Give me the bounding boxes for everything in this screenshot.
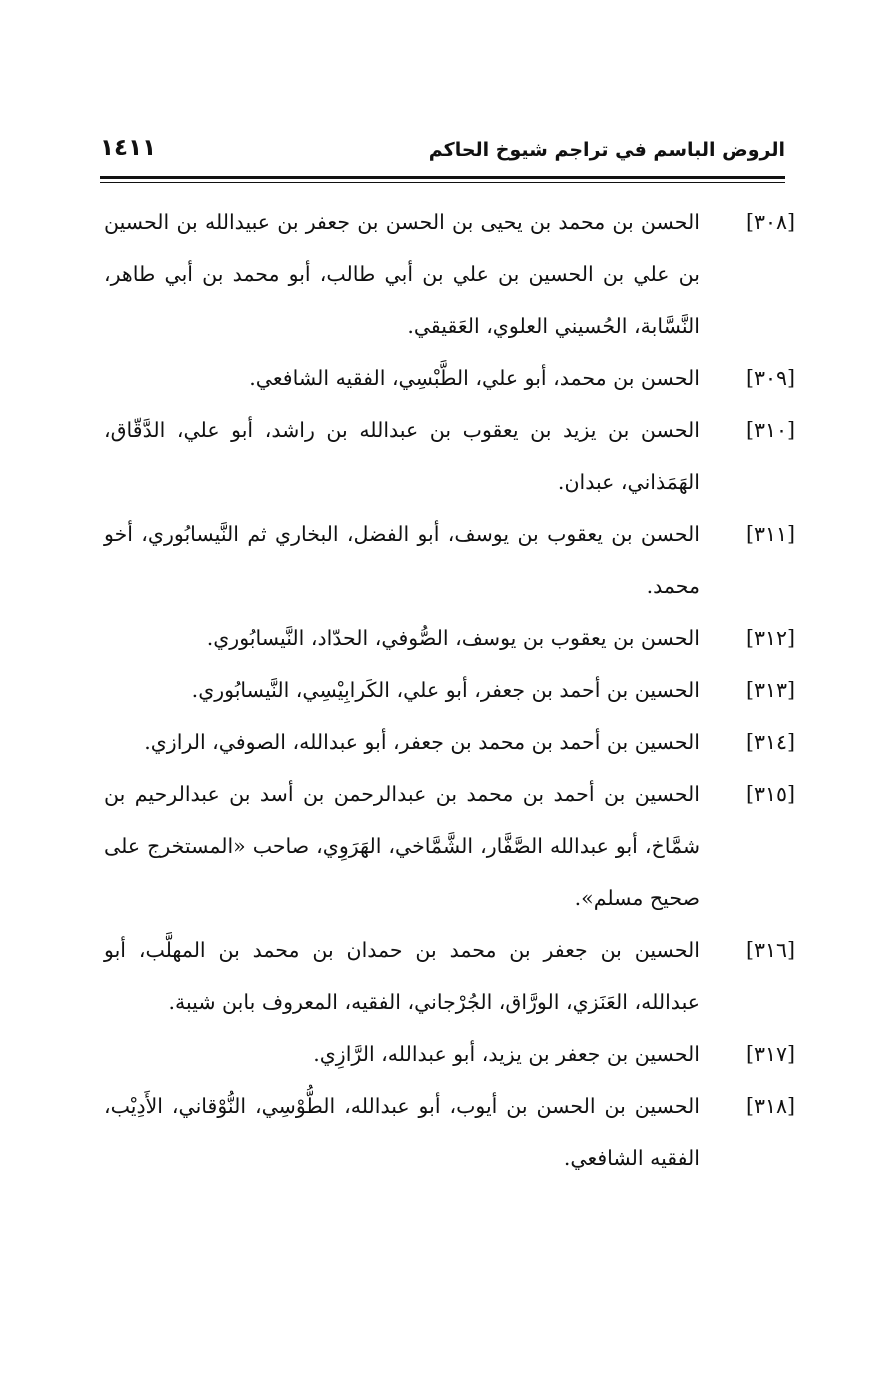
entry-text: الحسين بن الحسن بن أيوب، أبو عبدالله، الطُّوْسِي، النُّوْقاني، الأَدِيْب، الفقيه الشافعي. (104, 1094, 700, 1170)
entry-number: [٣٠٩] (745, 366, 795, 390)
entry-number: [٣١٧] (745, 1042, 795, 1066)
header-rule-thick (100, 176, 785, 179)
entry-text: الحسن بن يعقوب بن يوسف، أبو الفضل، البخاري ثم النَّيسابُوري، أخو محمد. (104, 522, 700, 598)
page-number: ١٤١١ (100, 135, 157, 161)
entry-number: [٣١٣] (745, 678, 795, 702)
entry-315 (104, 768, 795, 924)
entry-number: [٣١٠] (745, 418, 795, 442)
entry-314 (104, 716, 795, 768)
entry-number: [٣٠٨] (745, 210, 795, 234)
entry-number: [٣١١] (745, 522, 795, 546)
running-title: الروض الباسم في تراجم شيوخ الحاكم (428, 139, 785, 161)
entry-317 (104, 1028, 795, 1080)
entry-text: الحسين بن جعفر بن محمد بن حمدان بن محمد بن المهلَّب، أبو عبدالله، العَنَزي، الورَّاق، الجُرْجاني، الفقيه، المعروف بابن شيبة. (104, 938, 700, 1014)
entry-number: [٣١٢] (745, 626, 795, 650)
entry-number: [٣١٤] (745, 730, 795, 754)
page-header (100, 133, 785, 173)
entry-text: الحسن بن يزيد بن يعقوب بن عبدالله بن راشد، أبو علي، الدَّقّاق، الهَمَذاني، عبدان. (104, 418, 700, 494)
entry-number: [٣١٥] (745, 782, 795, 806)
entry-310 (104, 404, 795, 508)
entries-list (104, 196, 795, 1184)
header-rule-thin (100, 182, 785, 183)
entry-number: [٣١٨] (745, 1094, 795, 1118)
entry-308 (104, 196, 795, 352)
entry-316 (104, 924, 795, 1028)
entry-318 (104, 1080, 795, 1184)
entry-text: الحسن بن يعقوب بن يوسف، الصُّوفي، الحدّاد، النَّيسابُوري. (206, 626, 700, 650)
entry-text: الحسن بن محمد بن يحيى بن الحسن بن جعفر بن عبيدالله بن الحسين بن علي بن الحسين بن علي بن أبي طالب، أبو محمد بن أبي طاهر، النَّسَّابة، الحُسيني العلوي، العَقيقي. (104, 210, 700, 338)
entry-text: الحسين بن أحمد بن جعفر، أبو علي، الكَرابِيْسِي، النَّيسابُوري. (191, 678, 700, 702)
entry-text: الحسين بن جعفر بن يزيد، أبو عبدالله، الرَّازِي. (313, 1042, 700, 1066)
entry-309 (104, 352, 795, 404)
entry-number: [٣١٦] (745, 938, 795, 962)
entry-text: الحسين بن أحمد بن محمد بن عبدالرحمن بن أسد بن عبدالرحيم بن شمَّاخ، أبو عبدالله الصَّفَّار، الشَّمَّاخي، الهَرَوِي، صاحب «المستخرج على صحيح مسلم». (104, 782, 700, 910)
entry-311 (104, 508, 795, 612)
entry-text: الحسن بن محمد، أبو علي، الطَّبْسِي، الفقيه الشافعي. (249, 366, 700, 390)
entry-text: الحسين بن أحمد بن محمد بن جعفر، أبو عبدالله، الصوفي، الرازي. (144, 730, 700, 754)
entry-313 (104, 664, 795, 716)
entry-312 (104, 612, 795, 664)
